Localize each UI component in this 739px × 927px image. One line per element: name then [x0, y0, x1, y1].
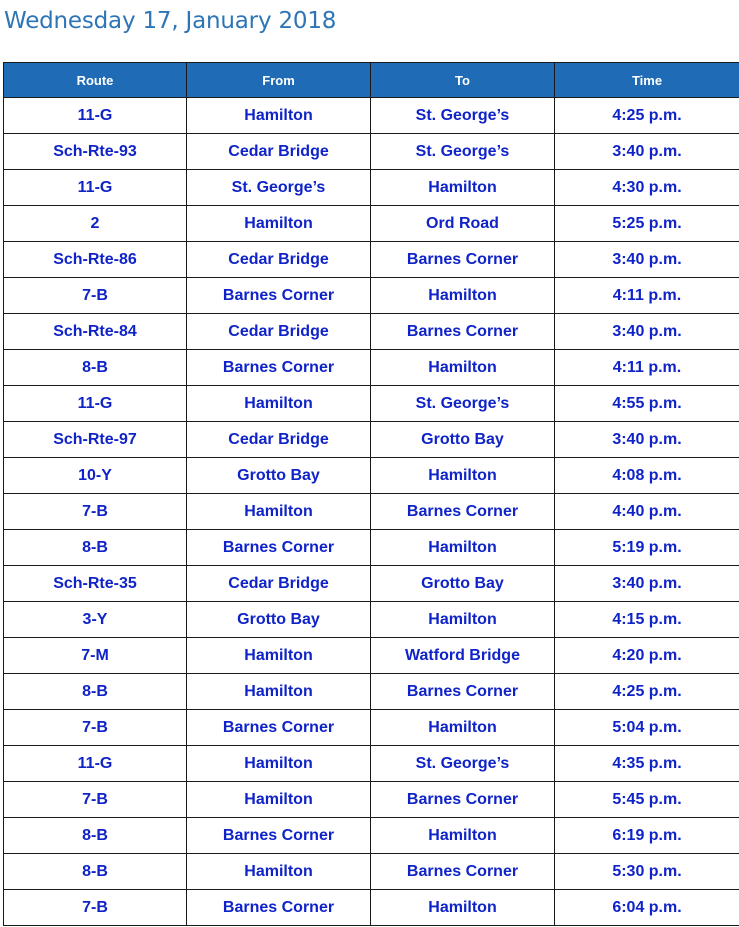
time-cell: 3:40 p.m.: [555, 566, 739, 602]
table-row: [4, 242, 739, 278]
route-cell: 8-B: [4, 818, 187, 854]
column-header-from: From: [187, 63, 371, 98]
table-row: [4, 818, 739, 854]
from-cell: Cedar Bridge: [187, 134, 371, 170]
route-cell: 7-B: [4, 710, 187, 746]
table-row: [4, 350, 739, 386]
table-row: [4, 134, 739, 170]
to-cell: Grotto Bay: [371, 422, 555, 458]
table-row: [4, 530, 739, 566]
to-cell: St. George’s: [371, 746, 555, 782]
time-cell: 4:25 p.m.: [555, 674, 739, 710]
time-cell: 4:08 p.m.: [555, 458, 739, 494]
time-cell: 4:11 p.m.: [555, 350, 739, 386]
route-cell: Sch-Rte-93: [4, 134, 187, 170]
from-cell: Hamilton: [187, 206, 371, 242]
from-cell: Hamilton: [187, 746, 371, 782]
from-cell: Barnes Corner: [187, 710, 371, 746]
from-cell: St. George’s: [187, 170, 371, 206]
table-row: [4, 710, 739, 746]
time-cell: 6:19 p.m.: [555, 818, 739, 854]
table-row: [4, 782, 739, 818]
from-cell: Grotto Bay: [187, 602, 371, 638]
to-cell: Watford Bridge: [371, 638, 555, 674]
route-cell: 2: [4, 206, 187, 242]
from-cell: Barnes Corner: [187, 278, 371, 314]
time-cell: 4:35 p.m.: [555, 746, 739, 782]
to-cell: Barnes Corner: [371, 674, 555, 710]
from-cell: Cedar Bridge: [187, 314, 371, 350]
table-row: [4, 566, 739, 602]
time-cell: 6:04 p.m.: [555, 890, 739, 926]
to-cell: Hamilton: [371, 710, 555, 746]
from-cell: Hamilton: [187, 494, 371, 530]
route-cell: 8-B: [4, 674, 187, 710]
page-title: Wednesday 17, January 2018: [4, 8, 337, 34]
route-cell: 3-Y: [4, 602, 187, 638]
from-cell: Hamilton: [187, 854, 371, 890]
table-header-row: [4, 63, 739, 98]
table-row: [4, 602, 739, 638]
route-cell: Sch-Rte-86: [4, 242, 187, 278]
table-row: [4, 494, 739, 530]
table-body: [4, 98, 739, 926]
from-cell: Hamilton: [187, 782, 371, 818]
to-cell: Ord Road: [371, 206, 555, 242]
time-cell: 4:55 p.m.: [555, 386, 739, 422]
to-cell: Barnes Corner: [371, 782, 555, 818]
route-cell: 7-B: [4, 782, 187, 818]
to-cell: Hamilton: [371, 458, 555, 494]
time-cell: 5:19 p.m.: [555, 530, 739, 566]
to-cell: Barnes Corner: [371, 854, 555, 890]
time-cell: 4:11 p.m.: [555, 278, 739, 314]
column-header-time: Time: [555, 63, 739, 98]
time-cell: 5:45 p.m.: [555, 782, 739, 818]
route-cell: 11-G: [4, 98, 187, 134]
route-cell: 7-M: [4, 638, 187, 674]
route-cell: 7-B: [4, 278, 187, 314]
route-cell: 8-B: [4, 854, 187, 890]
to-cell: Grotto Bay: [371, 566, 555, 602]
to-cell: St. George’s: [371, 98, 555, 134]
from-cell: Hamilton: [187, 98, 371, 134]
from-cell: Cedar Bridge: [187, 566, 371, 602]
from-cell: Hamilton: [187, 674, 371, 710]
time-cell: 5:25 p.m.: [555, 206, 739, 242]
table-row: [4, 746, 739, 782]
table-row: [4, 638, 739, 674]
to-cell: Hamilton: [371, 350, 555, 386]
from-cell: Barnes Corner: [187, 818, 371, 854]
time-cell: 4:20 p.m.: [555, 638, 739, 674]
route-cell: 7-B: [4, 890, 187, 926]
route-cell: 8-B: [4, 530, 187, 566]
from-cell: Grotto Bay: [187, 458, 371, 494]
table-row: [4, 854, 739, 890]
from-cell: Hamilton: [187, 638, 371, 674]
column-header-route: Route: [4, 63, 187, 98]
route-cell: 11-G: [4, 170, 187, 206]
table-row: [4, 422, 739, 458]
time-cell: 4:25 p.m.: [555, 98, 739, 134]
to-cell: Hamilton: [371, 818, 555, 854]
to-cell: St. George’s: [371, 386, 555, 422]
time-cell: 3:40 p.m.: [555, 422, 739, 458]
bus-schedule-table: [3, 62, 739, 926]
table-row: [4, 674, 739, 710]
time-cell: 3:40 p.m.: [555, 134, 739, 170]
route-cell: 7-B: [4, 494, 187, 530]
to-cell: St. George’s: [371, 134, 555, 170]
route-cell: 8-B: [4, 350, 187, 386]
to-cell: Hamilton: [371, 890, 555, 926]
to-cell: Barnes Corner: [371, 314, 555, 350]
time-cell: 4:30 p.m.: [555, 170, 739, 206]
route-cell: Sch-Rte-84: [4, 314, 187, 350]
time-cell: 4:15 p.m.: [555, 602, 739, 638]
table-row: [4, 458, 739, 494]
table-row: [4, 98, 739, 134]
column-header-to: To: [371, 63, 555, 98]
from-cell: Hamilton: [187, 386, 371, 422]
to-cell: Hamilton: [371, 602, 555, 638]
to-cell: Barnes Corner: [371, 494, 555, 530]
table-row: [4, 890, 739, 926]
from-cell: Barnes Corner: [187, 350, 371, 386]
to-cell: Barnes Corner: [371, 242, 555, 278]
table-row: [4, 314, 739, 350]
route-cell: 10-Y: [4, 458, 187, 494]
to-cell: Hamilton: [371, 170, 555, 206]
route-cell: 11-G: [4, 386, 187, 422]
time-cell: 4:40 p.m.: [555, 494, 739, 530]
to-cell: Hamilton: [371, 278, 555, 314]
time-cell: 3:40 p.m.: [555, 314, 739, 350]
from-cell: Cedar Bridge: [187, 242, 371, 278]
from-cell: Barnes Corner: [187, 530, 371, 566]
table-row: [4, 278, 739, 314]
table-row: [4, 170, 739, 206]
table-row: [4, 386, 739, 422]
time-cell: 5:30 p.m.: [555, 854, 739, 890]
table-row: [4, 206, 739, 242]
from-cell: Cedar Bridge: [187, 422, 371, 458]
time-cell: 3:40 p.m.: [555, 242, 739, 278]
route-cell: Sch-Rte-97: [4, 422, 187, 458]
route-cell: 11-G: [4, 746, 187, 782]
from-cell: Barnes Corner: [187, 890, 371, 926]
to-cell: Hamilton: [371, 530, 555, 566]
route-cell: Sch-Rte-35: [4, 566, 187, 602]
time-cell: 5:04 p.m.: [555, 710, 739, 746]
